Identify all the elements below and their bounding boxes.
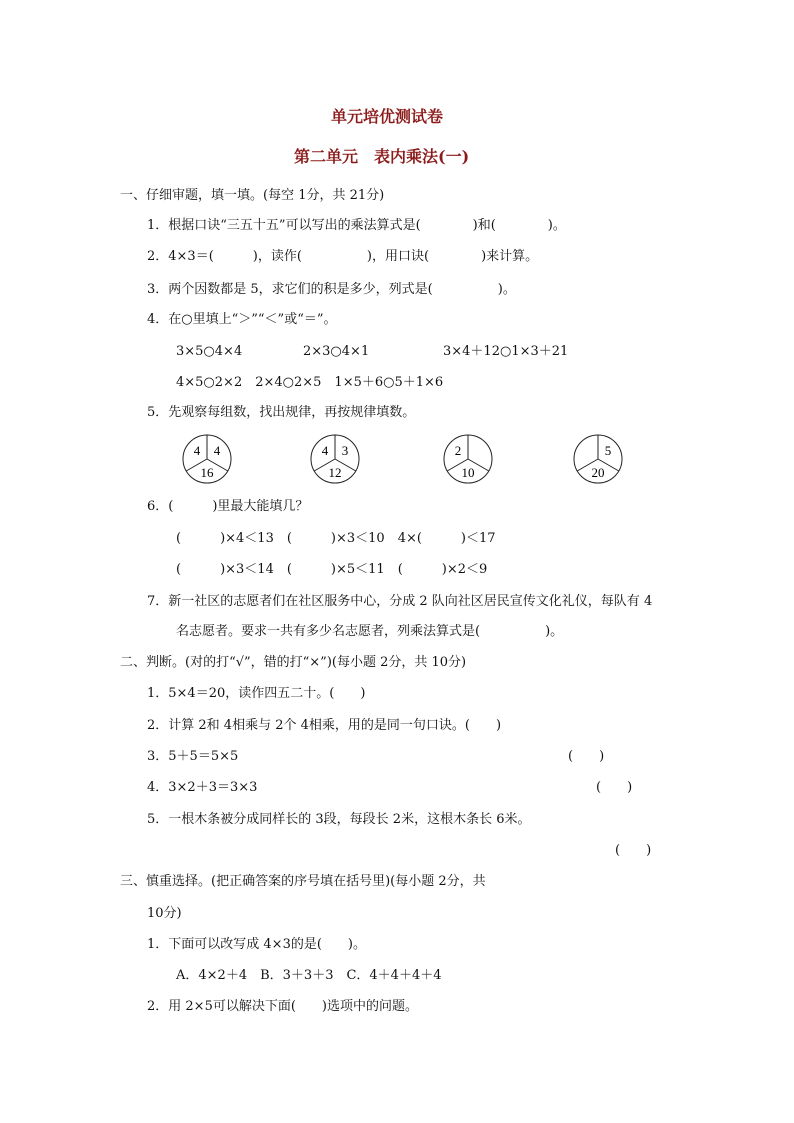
circle-1-left: 4 <box>193 443 201 458</box>
section1-q5: 5．先观察每组数，找出规律，再按规律填数。 <box>147 405 416 420</box>
section1-q6: 6．( )里最大能填几？ <box>147 499 309 514</box>
q4-compare-b: 2×3○4×1 <box>303 344 370 359</box>
q4-compare-c: 3×4＋12○1×3＋21 <box>443 344 569 359</box>
section2-q3-blank: ( ) <box>568 749 605 764</box>
section1-q4: 4．在○里填上“＞”“＜”或“＝”。 <box>147 312 337 327</box>
circle-4-right: 5 <box>604 443 612 458</box>
section2-q1: 1．5×4＝20，读作四五二十。( ) <box>147 686 366 701</box>
circle-2-right: 3 <box>341 443 349 458</box>
section1-q2: 2．4×3＝( )，读作( )，用口诀( )来计算。 <box>147 249 539 264</box>
section2-q5-blank: ( ) <box>615 843 652 858</box>
section3-q1: 1．下面可以改写成 4×3的是( )。 <box>147 937 366 952</box>
section1-q1: 1．根据口诀“三五十五”可以写出的乘法算式是( )和( )。 <box>147 218 566 233</box>
section2-q3: 3．5＋5＝5×5 <box>147 749 239 764</box>
pattern-circle-3 <box>443 434 493 484</box>
section3-q2: 2．用 2×5可以解决下面( )选项中的问题。 <box>147 999 418 1014</box>
pattern-circle-1 <box>182 434 232 484</box>
pattern-circle-4 <box>573 434 623 484</box>
section2-heading: 二、判断。(对的打“√”，错的打“×”)(每小题 2分，共 10分) <box>120 655 467 670</box>
circle-4-bottom: 20 <box>591 465 605 480</box>
section1-q7-line2: 名志愿者。要求一共有多少名志愿者，列乘法算式是( )。 <box>176 624 564 639</box>
q6-row2: ( )×3＜14 ( )×5＜11 ( )×2＜9 <box>176 562 488 577</box>
q4-compare-a: 3×5○4×4 <box>176 344 243 359</box>
circle-3-left: 2 <box>454 443 462 458</box>
q4-compare-row2: 4×5○2×2 2×4○2×5 1×5＋6○5＋1×6 <box>176 375 444 390</box>
page-title: 单元培优测试卷 <box>331 107 444 126</box>
circle-3-bottom: 10 <box>461 465 475 480</box>
page-subtitle: 第二单元 表内乘法(一) <box>294 147 470 166</box>
section1-heading: 一、仔细审题，填一填。(每空 1分，共 21分) <box>120 188 385 203</box>
pattern-circle-2 <box>310 434 360 484</box>
section2-q4-blank: ( ) <box>596 780 633 795</box>
section3-heading-line1: 三、慎重选择。(把正确答案的序号填在括号里)(每小题 2分，共 <box>120 874 486 889</box>
section3-q1-options: A．4×2＋4 B．3＋3＋3 C．4＋4＋4＋4 <box>176 968 442 983</box>
section2-q5: 5．一根木条被分成同样长的 3段，每段长 2米，这根木条长 6米。 <box>147 812 531 827</box>
section1-q7-line1: 7．新一社区的志愿者们在社区服务中心，分成 2 队向社区居民宣传文化礼仪，每队有 4 <box>147 594 653 609</box>
circle-1-bottom: 16 <box>200 465 214 480</box>
circle-2-left: 4 <box>321 443 329 458</box>
circle-1-right: 4 <box>213 443 221 458</box>
section2-q4: 4．3×2＋3＝3×3 <box>147 780 258 795</box>
q6-row1: ( )×4＜13 ( )×3＜10 4×( )＜17 <box>176 531 496 546</box>
circle-2-bottom: 12 <box>328 465 342 480</box>
section3-heading-line2: 10分) <box>147 906 182 921</box>
section1-q3: 3．两个因数都是 5，求它们的积是多少，列式是( )。 <box>147 282 516 297</box>
section2-q2: 2．计算 2和 4相乘与 2个 4相乘，用的是同一句口诀。( ) <box>147 718 502 733</box>
